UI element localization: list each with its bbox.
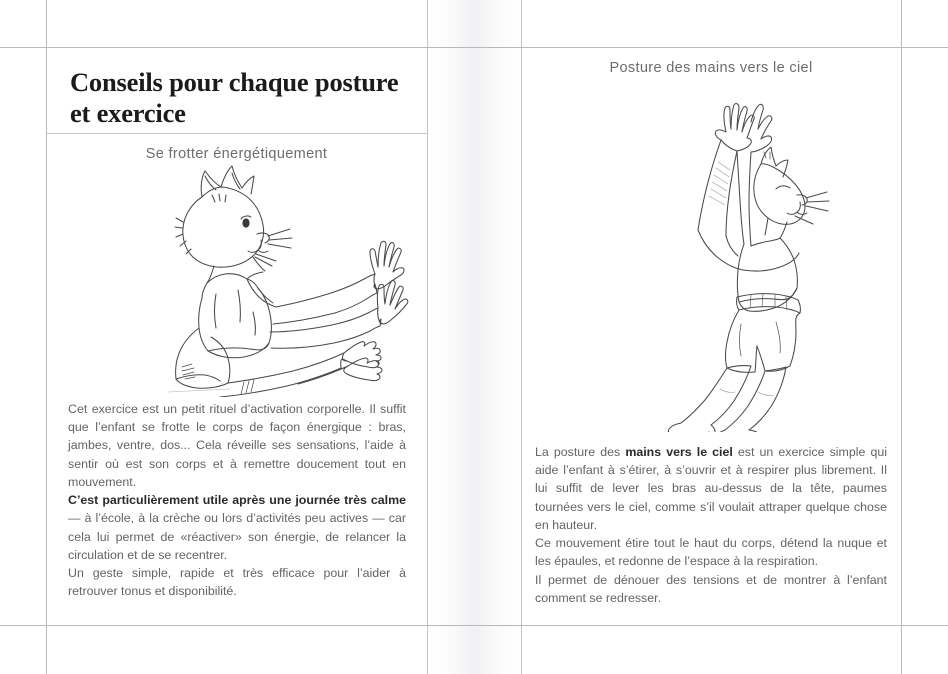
chapter-title-line-2: et exercice xyxy=(70,98,186,129)
left-paragraph-2-bold: C’est particulièrement utile après une journée très calme xyxy=(68,493,406,508)
guide-line-right-trim xyxy=(901,0,902,674)
right-paragraph-3: Il permet de dénouer des tensions et de montrer à l’enfant comment se redresser. xyxy=(535,572,887,605)
left-paragraph-2 xyxy=(68,491,406,564)
right-paragraph-1 xyxy=(535,443,887,534)
left-paragraph-2-rest: — à l’école, à la crèche ou lors d’activités peu actives — car cela lui permet de «réactiver» son énergie, de relancer la circulation et de se recentrer. xyxy=(68,511,406,562)
chapter-title xyxy=(70,67,405,130)
page-left xyxy=(46,0,427,674)
left-paragraph-1: Cet exercice est un petit rituel d’activation corporelle. Il suffit que l’enfant se frotte le corps de façon énergique : bras, jambes, ventre, dos... Cela réveille ses sensations, l’aide à sentir où est son corps et à remettre doucement tout en mouvement. xyxy=(68,402,406,489)
chapter-title-block xyxy=(46,47,427,134)
section-heading-right: Posture des mains vers le ciel xyxy=(609,60,813,76)
right-paragraph-1-bold: mains vers le ciel xyxy=(625,445,733,459)
right-paragraph-2: Ce mouvement étire tout le haut du corps, détend la nuque et les épaules, et redonne de l’espace à la respiration. xyxy=(535,536,887,569)
illustration-child-arms-raised xyxy=(613,92,838,432)
left-paragraph-3: Un geste simple, rapide et très efficace pour l’aider à retrouver tonus et disponibilité. xyxy=(68,566,406,599)
body-copy-left xyxy=(68,400,406,601)
right-paragraph-1-post: est un exercice simple qui aide l’enfant à s’étirer, à s’ouvrir et à respirer plus librement. Il lui suffit de lever les bras au-dessus de la tête, paumes tournées vers le ciel, comme s’il voulait attraper quelque chose en hauteur. xyxy=(535,445,887,532)
chapter-title-line-1: Conseils pour chaque posture xyxy=(70,67,399,97)
body-copy-right xyxy=(535,443,887,607)
section-heading-left: Se frotter énergétiquement xyxy=(145,146,328,162)
book-spine-shadow xyxy=(428,0,521,674)
guide-line-left-gutter xyxy=(427,0,428,674)
right-paragraph-1-pre: La posture des xyxy=(535,445,626,459)
page-right xyxy=(521,0,901,674)
illustration-cat-child-sitting xyxy=(158,162,423,397)
